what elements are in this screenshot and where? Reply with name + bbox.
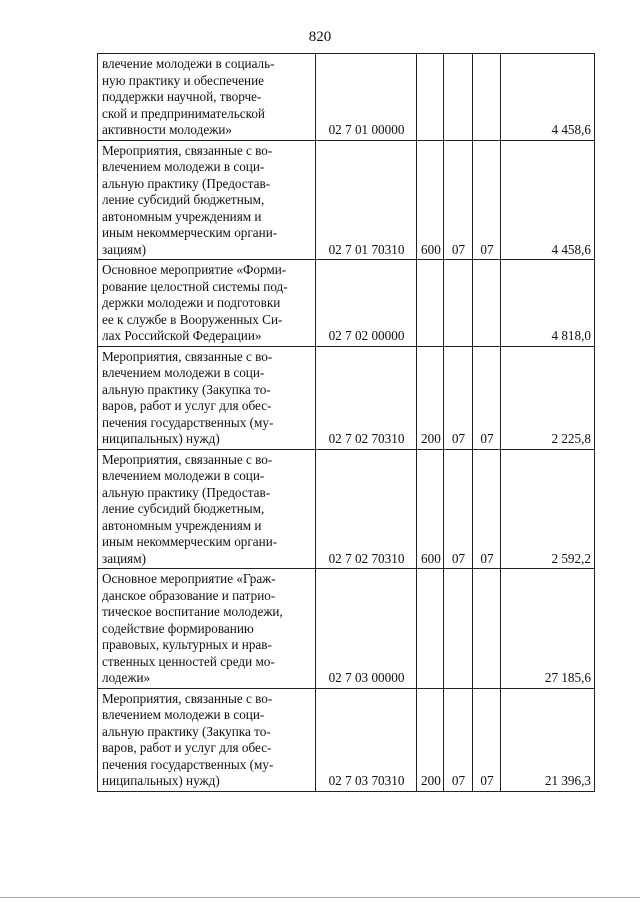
- budget-table: [97, 53, 595, 792]
- section-code: 07: [444, 449, 473, 569]
- target-article-code: 02 7 01 00000: [316, 54, 417, 141]
- description-line: лодежи»: [102, 670, 151, 685]
- row-description: [98, 260, 316, 347]
- section-code: [444, 569, 473, 689]
- subsection-code: [473, 569, 501, 689]
- table-row: [98, 449, 595, 569]
- description-line: влечением молодежи в соци-: [102, 468, 265, 483]
- description-line: альную практику (Закупка то-: [102, 723, 271, 739]
- table-row: [98, 688, 595, 791]
- target-article-code: 02 7 02 70310: [316, 346, 417, 449]
- section-code: [444, 54, 473, 141]
- table-row: [98, 54, 595, 141]
- description-line: данское образование и патрио-: [102, 587, 276, 603]
- target-article-code: 02 7 01 70310: [316, 140, 417, 260]
- description-line: лах Российской Федерации»: [102, 328, 262, 343]
- description-line: активности молодежи»: [102, 122, 232, 137]
- row-description: [98, 346, 316, 449]
- description-line: Основное мероприятие «Граж-: [102, 571, 276, 586]
- description-line: автономным учреждениям и: [102, 517, 262, 533]
- description-line: печения государственных (му-: [102, 756, 274, 772]
- table-row: [98, 140, 595, 260]
- description-line: рование целостной системы под-: [102, 278, 288, 294]
- subsection-code: [473, 54, 501, 141]
- table-row: [98, 346, 595, 449]
- description-line: автономным учреждениям и: [102, 208, 262, 224]
- expense-type-code: 600: [417, 449, 444, 569]
- target-article-code: 02 7 02 70310: [316, 449, 417, 569]
- section-code: 07: [444, 346, 473, 449]
- description-line: печения государственных (му-: [102, 414, 274, 430]
- bottom-rule: [0, 897, 640, 898]
- subsection-code: [473, 260, 501, 347]
- description-line: варов, работ и услуг для обес-: [102, 398, 272, 413]
- description-line: альную практику (Предостав-: [102, 175, 271, 191]
- description-line: ление субсидий бюджетным,: [102, 192, 265, 207]
- subsection-code: 07: [473, 688, 501, 791]
- target-article-code: 02 7 02 00000: [316, 260, 417, 347]
- description-line: альную практику (Закупка то-: [102, 381, 271, 397]
- section-code: 07: [444, 688, 473, 791]
- description-line: альную практику (Предостав-: [102, 484, 271, 500]
- description-line: влечением молодежи в соци-: [102, 707, 265, 722]
- section-code: 07: [444, 140, 473, 260]
- amount: 2 592,2: [501, 449, 595, 569]
- description-line: Мероприятия, связанные с во-: [102, 348, 273, 364]
- description-line: ную практику и обеспечение: [102, 72, 265, 88]
- row-description: [98, 569, 316, 689]
- expense-type-code: 200: [417, 688, 444, 791]
- budget-table-body: [98, 54, 595, 792]
- description-line: ниципальных) нужд): [102, 773, 220, 788]
- description-line: ниципальных) нужд): [102, 431, 220, 446]
- section-code: [444, 260, 473, 347]
- expense-type-code: [417, 54, 444, 141]
- amount: 4 818,0: [501, 260, 595, 347]
- description-line: тическое воспитание молодежи,: [102, 604, 283, 619]
- row-description: [98, 54, 316, 141]
- description-line: влечение молодежи в социаль-: [102, 56, 275, 71]
- description-line: ее к службе в Вооруженных Си-: [102, 311, 283, 327]
- description-line: зациям): [102, 550, 146, 566]
- subsection-code: 07: [473, 346, 501, 449]
- row-description: [98, 140, 316, 260]
- description-line: Мероприятия, связанные с во-: [102, 690, 273, 706]
- amount: 21 396,3: [501, 688, 595, 791]
- amount: 4 458,6: [501, 54, 595, 141]
- description-line: варов, работ и услуг для обес-: [102, 740, 272, 755]
- target-article-code: 02 7 03 00000: [316, 569, 417, 689]
- amount: 4 458,6: [501, 140, 595, 260]
- description-line: правовых, культурных и нрав-: [102, 637, 272, 652]
- subsection-code: 07: [473, 449, 501, 569]
- description-line: держки молодежи и подготовки: [102, 295, 281, 310]
- expense-type-code: 600: [417, 140, 444, 260]
- table-row: [98, 260, 595, 347]
- description-line: ственных ценностей среди мо-: [102, 653, 275, 669]
- description-line: ской и предпринимательской: [102, 105, 265, 121]
- amount: 2 225,8: [501, 346, 595, 449]
- description-line: Мероприятия, связанные с во-: [102, 451, 273, 467]
- expense-type-code: [417, 260, 444, 347]
- expense-type-code: [417, 569, 444, 689]
- row-description: [98, 449, 316, 569]
- description-line: иным некоммерческим органи-: [102, 225, 278, 240]
- description-line: содействие формированию: [102, 620, 254, 636]
- description-line: Основное мероприятие «Форми-: [102, 262, 287, 277]
- description-line: влечением молодежи в соци-: [102, 365, 265, 380]
- description-line: Мероприятия, связанные с во-: [102, 142, 273, 158]
- subsection-code: 07: [473, 140, 501, 260]
- row-description: [98, 688, 316, 791]
- description-line: влечением молодежи в соци-: [102, 159, 265, 174]
- description-line: ление субсидий бюджетным,: [102, 501, 265, 516]
- amount: 27 185,6: [501, 569, 595, 689]
- description-line: зациям): [102, 241, 146, 257]
- description-line: иным некоммерческим органи-: [102, 534, 278, 549]
- target-article-code: 02 7 03 70310: [316, 688, 417, 791]
- table-row: [98, 569, 595, 689]
- expense-type-code: 200: [417, 346, 444, 449]
- description-line: поддержки научной, творче-: [102, 89, 262, 104]
- page-number: 820: [308, 29, 332, 45]
